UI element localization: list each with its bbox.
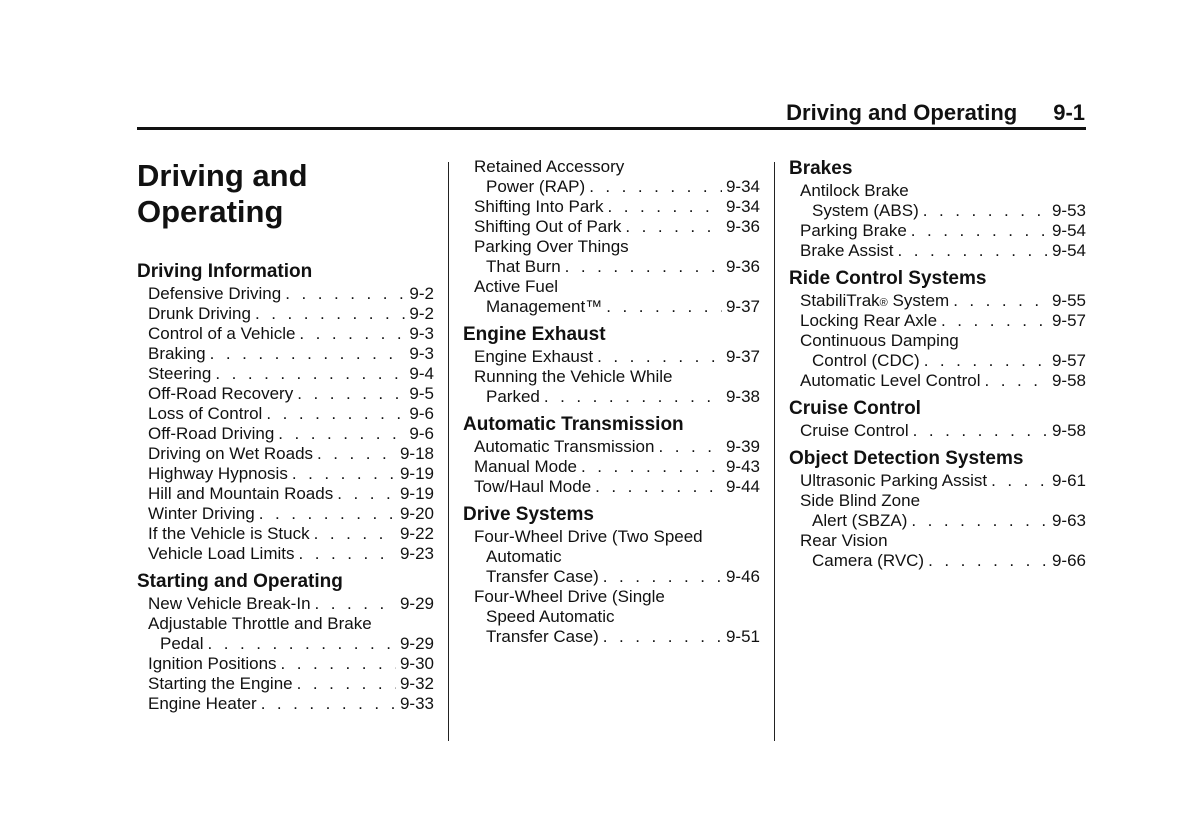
dot-leader — [913, 421, 1048, 441]
dot-leader — [606, 297, 722, 317]
toc-entry-text: Four-Wheel Drive (Single — [474, 587, 665, 606]
dot-leader — [299, 324, 405, 344]
toc-entry-text: Off-Road Driving — [148, 424, 275, 443]
section-heading: Cruise Control — [789, 398, 921, 419]
toc-entry-text: Automatic Transmission — [474, 437, 655, 456]
toc-page-number: 9-34 — [725, 177, 760, 196]
toc-page-number: 9-63 — [1051, 511, 1086, 530]
toc-entry-line — [148, 694, 434, 714]
toc-entry-text: Off-Road Recovery — [148, 384, 294, 403]
toc-entry[interactable] — [463, 437, 760, 457]
toc-page-number: 9-19 — [399, 464, 434, 483]
toc-page-number: 9-36 — [725, 217, 760, 236]
dot-leader — [603, 567, 722, 587]
dot-leader — [210, 344, 406, 364]
toc-entry-text: Speed Automatic — [486, 607, 615, 626]
toc-page-number: 9-58 — [1051, 421, 1086, 440]
toc-page-number: 9-2 — [409, 284, 434, 303]
toc-entry-text: Automatic — [486, 547, 562, 566]
dot-leader — [281, 654, 396, 674]
toc-page-number: 9-30 — [399, 654, 434, 673]
toc-entry-text: If the Vehicle is Stuck — [148, 524, 310, 543]
toc-entry-line — [800, 491, 1086, 511]
toc-entry[interactable] — [137, 614, 434, 654]
toc-entry-line — [148, 364, 434, 384]
toc-entry-text: Starting the Engine — [148, 674, 293, 693]
toc-page-number: 9-22 — [399, 524, 434, 543]
toc-entry-line — [800, 421, 1086, 441]
chapter-title: Driving and Operating — [137, 158, 308, 229]
toc-entry[interactable] — [789, 331, 1086, 371]
toc-entry-text: Side Blind Zone — [800, 491, 921, 510]
dot-leader — [625, 217, 722, 237]
toc-entry[interactable] — [463, 457, 760, 477]
dot-leader — [298, 544, 395, 564]
dot-leader — [911, 511, 1048, 531]
dot-leader — [941, 311, 1048, 331]
toc-page-number: 9-23 — [399, 544, 434, 563]
toc-page-number: 9-36 — [725, 257, 760, 276]
toc-entry[interactable] — [463, 217, 760, 237]
toc-entry[interactable] — [789, 241, 1086, 261]
toc-entry-line — [148, 464, 434, 484]
toc-entry-text: Drunk Driving — [148, 304, 251, 323]
section-heading: Object Detection Systems — [789, 448, 1024, 469]
toc-entry-text: Rear Vision — [800, 531, 888, 550]
dot-leader — [207, 634, 395, 654]
toc-entry[interactable] — [137, 504, 434, 524]
dot-leader — [658, 437, 722, 457]
dot-leader — [928, 551, 1048, 571]
toc-entry[interactable] — [463, 367, 760, 407]
toc-page-number: 9-3 — [409, 344, 434, 363]
toc-entry-text: Engine Heater — [148, 694, 257, 713]
toc-entry-text: StabiliTrak — [800, 291, 880, 310]
dot-leader — [259, 504, 396, 524]
toc-entry[interactable] — [137, 484, 434, 504]
toc-entry[interactable] — [789, 491, 1086, 531]
toc-page-number: 9-29 — [399, 634, 434, 653]
dot-leader — [297, 384, 405, 404]
toc-page-number: 9-4 — [409, 364, 434, 383]
toc-entry[interactable] — [137, 324, 434, 344]
toc-entry-text: Defensive Driving — [148, 284, 282, 303]
toc-entry[interactable] — [137, 424, 434, 444]
toc-entry-line — [800, 511, 1086, 531]
toc-page-number: 9-38 — [725, 387, 760, 406]
toc-entry-text: Continuous Damping — [800, 331, 959, 350]
toc-entry-text: Running the Vehicle While — [474, 367, 673, 386]
toc-page-number: 9-6 — [409, 424, 434, 443]
toc-entry-line — [800, 311, 1086, 331]
dot-leader — [953, 291, 1048, 311]
toc-entry[interactable] — [137, 304, 434, 324]
toc-entry[interactable] — [789, 311, 1086, 331]
toc-entry-line: StabiliTrak ® System . . . 9-55 — [800, 291, 1086, 311]
toc-entry-text: Retained Accessory — [474, 157, 625, 176]
toc-entry-line — [148, 594, 434, 614]
toc-entry-line — [474, 547, 760, 567]
dot-leader — [315, 594, 396, 614]
toc-page-number: 9-19 — [399, 484, 434, 503]
toc-entry[interactable] — [463, 527, 760, 587]
toc-entry-text: Manual Mode — [474, 457, 578, 476]
toc-entry-text: Parked — [486, 387, 540, 406]
toc-entry-text: Parking Brake — [800, 221, 907, 240]
running-header — [786, 100, 1085, 126]
toc-entry-line — [800, 551, 1086, 571]
toc-column-2 — [463, 157, 760, 647]
toc-entry[interactable] — [137, 524, 434, 544]
toc-page-number: 9-51 — [725, 627, 760, 646]
toc-page-number: 9-18 — [399, 444, 434, 463]
toc-page-number: 9-54 — [1051, 221, 1086, 240]
toc-entry-text: Ultrasonic Parking Assist — [800, 471, 988, 490]
toc-entry-line — [148, 324, 434, 344]
dot-leader — [589, 177, 722, 197]
toc-entry-line — [148, 674, 434, 694]
toc-entry-line — [474, 437, 760, 457]
toc-entry[interactable] — [463, 587, 760, 647]
toc-entry-text: That Burn — [486, 257, 561, 276]
toc-entry-line — [474, 477, 760, 497]
toc-entry-text: Shifting Into Park — [474, 197, 604, 216]
dot-leader — [544, 387, 722, 407]
dot-leader — [317, 444, 396, 464]
toc-page-number: 9-37 — [725, 347, 760, 366]
toc-entry-line — [148, 424, 434, 444]
toc-entry-line — [474, 387, 760, 407]
toc-entry-text: Ignition Positions — [148, 654, 277, 673]
toc-entry-line — [148, 484, 434, 504]
toc-page-number: 9-34 — [725, 197, 760, 216]
toc-entry-line — [474, 197, 760, 217]
toc-page-number: 9-53 — [1051, 201, 1086, 220]
toc-entry-text: Steering — [148, 364, 212, 383]
toc-column-3 — [789, 157, 1086, 571]
toc-entry-text: Highway Hypnosis — [148, 464, 288, 483]
dot-leader — [597, 347, 722, 367]
dot-leader — [923, 201, 1048, 221]
toc-entry-line — [474, 587, 760, 607]
toc-entry-line — [474, 257, 760, 277]
dot-leader — [603, 627, 722, 647]
toc-page-number: 9-57 — [1051, 311, 1086, 330]
dot-leader — [581, 457, 722, 477]
toc-entry[interactable] — [789, 221, 1086, 241]
toc-entry-line — [474, 217, 760, 237]
section-heading: Starting and Operating — [137, 571, 343, 592]
toc-entry-text: Alert (SBZA) — [812, 511, 908, 530]
section-heading: Engine Exhaust — [463, 324, 606, 345]
toc-entry-line — [474, 157, 760, 177]
toc-entry-line — [800, 371, 1086, 391]
dot-leader — [984, 371, 1047, 391]
toc-entry[interactable] — [137, 544, 434, 564]
toc-page-number: 9-44 — [725, 477, 760, 496]
toc-entry-line — [148, 344, 434, 364]
toc-entry-text: Active Fuel — [474, 277, 559, 296]
toc-entry-line — [474, 237, 760, 257]
dot-leader — [911, 221, 1048, 241]
toc-entry[interactable] — [137, 364, 434, 384]
toc-entry-line — [148, 404, 434, 424]
page-number: 9-1 — [1053, 100, 1085, 125]
toc-entry-text: Brake Assist — [800, 241, 894, 260]
toc-entry-line — [148, 634, 434, 654]
toc-page-number: 9-6 — [409, 404, 434, 423]
toc-entry-line — [474, 457, 760, 477]
section-heading: Driving Information — [137, 261, 313, 282]
toc-entry-line — [800, 181, 1086, 201]
toc-entry-line — [474, 297, 760, 317]
toc-page-number: 9-2 — [409, 304, 434, 323]
toc-entry-line — [474, 367, 760, 387]
toc-entry-text: Braking — [148, 344, 206, 363]
toc-entry-line — [800, 201, 1086, 221]
toc-entry[interactable] — [789, 291, 1086, 311]
dot-leader — [898, 241, 1048, 261]
toc-page-number: 9-66 — [1051, 551, 1086, 570]
toc-entry-line — [148, 614, 434, 634]
toc-entry-line — [474, 607, 760, 627]
toc-entry-text: Control (CDC) — [812, 351, 920, 370]
section-heading: Drive Systems — [463, 504, 594, 525]
toc-entry-text: Winter Driving — [148, 504, 255, 523]
dot-leader — [285, 284, 405, 304]
dot-leader — [292, 464, 396, 484]
toc-entry[interactable] — [137, 594, 434, 614]
toc-entry-text: Control of a Vehicle — [148, 324, 296, 343]
toc-entry[interactable] — [463, 347, 760, 367]
toc-entry-text: Shifting Out of Park — [474, 217, 622, 236]
toc-entry[interactable] — [137, 444, 434, 464]
dot-leader — [278, 424, 405, 444]
dot-leader — [924, 351, 1048, 371]
toc-page-number: 9-32 — [399, 674, 434, 693]
toc-entry[interactable] — [789, 421, 1086, 441]
toc-entry-line — [800, 331, 1086, 351]
toc-entry-line — [800, 471, 1086, 491]
toc-entry-line — [148, 444, 434, 464]
toc-entry-text: Automatic Level Control — [800, 371, 981, 390]
toc-entry[interactable] — [463, 197, 760, 217]
toc-entry-line — [800, 241, 1086, 261]
toc-entry-text: Four-Wheel Drive (Two Speed — [474, 527, 703, 546]
toc-page-number: 9-54 — [1051, 241, 1086, 260]
toc-entry-line — [148, 384, 434, 404]
toc-entry-text: Adjustable Throttle and Brake — [148, 614, 372, 633]
toc-entry-line — [148, 544, 434, 564]
toc-entry[interactable] — [137, 694, 434, 714]
toc-entry[interactable] — [137, 404, 434, 424]
toc-page-number: 9-55 — [1051, 291, 1086, 310]
toc-page-number: 9-3 — [409, 324, 434, 343]
toc-entry-line — [148, 504, 434, 524]
toc-entry-text: Management™ — [486, 297, 603, 316]
toc-entry[interactable] — [789, 531, 1086, 571]
toc-entry-text: Tow/Haul Mode — [474, 477, 592, 496]
dot-leader — [261, 694, 396, 714]
dot-leader — [314, 524, 396, 544]
toc-entry-text: System — [887, 291, 950, 310]
toc-entry[interactable] — [137, 674, 434, 694]
toc-entry[interactable] — [137, 284, 434, 304]
dot-leader — [595, 477, 722, 497]
toc-entry[interactable] — [137, 464, 434, 484]
toc-entry-text: System (ABS) — [812, 201, 919, 220]
toc-entry[interactable] — [789, 181, 1086, 221]
toc-entry-text: Pedal — [160, 634, 204, 653]
toc-page-number: 9-46 — [725, 567, 760, 586]
dot-leader — [297, 674, 396, 694]
toc-entry[interactable] — [463, 237, 760, 277]
section-heading: Ride Control Systems — [789, 268, 987, 289]
toc-entry-text: Hill and Mountain Roads — [148, 484, 334, 503]
toc-entry-text: Power (RAP) — [486, 177, 586, 196]
dot-leader — [255, 304, 405, 324]
toc-entry-line — [474, 347, 760, 367]
toc-entry-line — [474, 567, 760, 587]
toc-entry-line — [148, 284, 434, 304]
toc-entry[interactable] — [137, 344, 434, 364]
toc-entry-text: Transfer Case) — [486, 627, 599, 646]
toc-entry[interactable] — [789, 371, 1086, 391]
toc-entry-text: Camera (RVC) — [812, 551, 925, 570]
toc-entry[interactable] — [137, 384, 434, 404]
toc-entry-line — [148, 654, 434, 674]
toc-entry-line — [800, 351, 1086, 371]
dot-leader — [337, 484, 396, 504]
toc-entry-line — [474, 277, 760, 297]
toc-entry-line — [800, 221, 1086, 241]
toc-entry-text: Cruise Control — [800, 421, 909, 440]
toc-entry-text: Parking Over Things — [474, 237, 629, 256]
toc-entry-line — [474, 527, 760, 547]
toc-page-number: 9-43 — [725, 457, 760, 476]
section-heading: Automatic Transmission — [463, 414, 684, 435]
toc-page-number: 9-39 — [725, 437, 760, 456]
header-rule — [137, 127, 1086, 130]
toc-entry-text: Transfer Case) — [486, 567, 599, 586]
toc-entry[interactable] — [463, 477, 760, 497]
dot-leader — [565, 257, 722, 277]
toc-page-number: 9-61 — [1051, 471, 1086, 490]
toc-entry[interactable] — [789, 471, 1086, 491]
toc-entry-text: Loss of Control — [148, 404, 263, 423]
toc-page-number: 9-33 — [399, 694, 434, 713]
running-title: Driving and Operating — [786, 100, 1018, 125]
section-heading: Brakes — [789, 158, 853, 179]
dot-leader — [607, 197, 722, 217]
toc-entry-line — [148, 524, 434, 544]
column-divider — [774, 162, 775, 741]
dot-leader — [991, 471, 1048, 491]
toc-page-number: 9-5 — [409, 384, 434, 403]
toc-entry-text: New Vehicle Break-In — [148, 594, 311, 613]
toc-page-number: 9-58 — [1051, 371, 1086, 390]
column-divider — [448, 162, 449, 741]
toc-entry-text: Vehicle Load Limits — [148, 544, 295, 563]
toc-entry-line — [474, 177, 760, 197]
dot-leader — [266, 404, 405, 424]
toc-page-number: 9-57 — [1051, 351, 1086, 370]
toc-entry-line — [800, 531, 1086, 551]
toc-entry[interactable] — [137, 654, 434, 674]
toc-entry-text: Antilock Brake — [800, 181, 909, 200]
toc-entry[interactable] — [463, 277, 760, 317]
toc-entry-text: Engine Exhaust — [474, 347, 594, 366]
toc-entry[interactable] — [463, 157, 760, 197]
toc-entry-line — [474, 627, 760, 647]
toc-entry-text: Locking Rear Axle — [800, 311, 938, 330]
toc-page-number: 9-37 — [725, 297, 760, 316]
toc-page-number: 9-29 — [399, 594, 434, 613]
toc-page-number: 9-20 — [399, 504, 434, 523]
dot-leader — [215, 364, 405, 384]
toc-column-1 — [137, 260, 434, 714]
toc-entry-line — [148, 304, 434, 324]
toc-entry-text: Driving on Wet Roads — [148, 444, 314, 463]
